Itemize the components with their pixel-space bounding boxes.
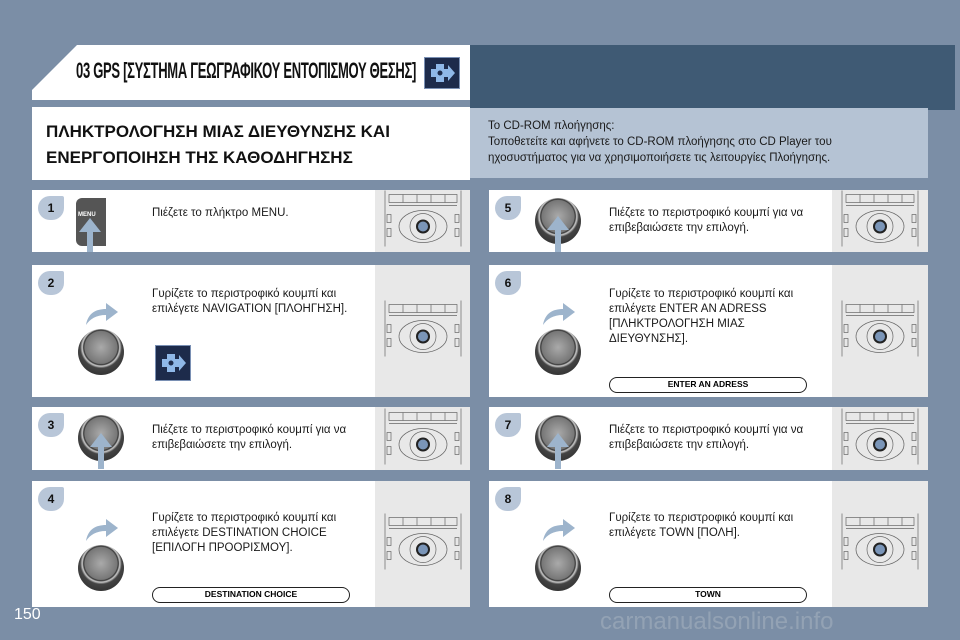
rotary-knob-icon [78,545,124,591]
step-instruction: Πιέζετε το πλήκτρο MENU. [152,207,289,219]
watermark: carmanualsonline.info [600,608,834,635]
turn-arrow-icon [84,515,120,543]
step-panel-1 [32,190,470,252]
control-panel-icon [383,408,463,469]
step-panel-7 [489,407,928,470]
step-instruction: Γυρίζετε το περιστροφικό κουμπί και επιλέγετε ENTER AN ADRESS [ΠΛΗΚΤΡΟΛΟΓΗΣΗ ΜΙΑΣ ΔΙΕΥΘΥΝΣΗΣ]. [609,288,794,345]
screen-menu-option: DESTINATION CHOICE [152,587,350,603]
rotary-knob-icon [535,329,581,375]
device-illustration [375,190,470,252]
step-number: 4 [38,487,64,511]
step-number: 8 [495,487,521,511]
press-arrow-icon [547,433,569,447]
device-illustration [832,265,928,397]
step-instruction: Γυρίζετε το περιστροφικό κουμπί και επιλέγετε TOWN [ΠΟΛΗ]. [609,512,794,539]
turn-arrow-icon [541,515,577,543]
menu-key-label: MENU [78,212,96,218]
section-title-line: ΠΛΗΚΤΡΟΛΟΓΗΣΗ ΜΙΑΣ ΔΙΕΥΘΥΝΣΗΣ ΚΑΙ [46,122,390,141]
press-arrow-stem [87,232,93,252]
header-band [470,45,955,110]
screen-menu-option: TOWN [609,587,807,603]
navigation-icon [155,345,191,381]
step-panel-4 [32,481,470,607]
step-number: 2 [38,271,64,295]
control-panel-icon [383,191,463,252]
step-panel-2 [32,265,470,397]
screen-menu-option: ENTER AN ADRESS [609,377,807,393]
step-panel-3 [32,407,470,470]
page-number: 150 [14,606,41,623]
page-title: 03 GPS [ΣΥΣΤΗΜΑ ΓΕΩΓΡΑΦΙΚΟΥ ΕΝΤΟΠΙΣΜΟΥ ΘΕΣΗΣ] [76,58,417,83]
step-instruction: Πιέζετε το περιστροφικό κουμπί για να επιβεβαιώσετε την επιλογή. [152,424,347,451]
control-panel-icon [840,514,920,575]
press-arrow-stem [555,447,561,469]
step-number: 6 [495,271,521,295]
step-number: 3 [38,413,64,437]
step-panel-5 [489,190,928,252]
turn-arrow-icon [541,299,577,327]
device-illustration [375,407,470,470]
device-illustration [832,481,928,607]
step-panel-6 [489,265,928,397]
device-illustration [832,190,928,252]
info-line: ηχοσυστήματος για να χρησιμοποιήσετε τις λειτουργίες Πλοήγησης. [488,152,831,164]
device-illustration [832,407,928,470]
control-panel-icon [840,408,920,469]
control-panel-icon [383,301,463,362]
section-title [46,119,390,171]
device-illustration [375,265,470,397]
control-panel-icon [840,301,920,362]
step-instruction: Γυρίζετε το περιστροφικό κουμπί και επιλέγετε DESTINATION CHOICE [ΕΠΙΛΟΓΗ ΠΡΟΟΡΙΣΜΟΥ]. [152,512,337,554]
control-panel-icon [840,191,920,252]
press-arrow-stem [98,447,104,469]
press-arrow-icon [79,218,101,232]
step-number: 5 [495,196,521,220]
step-instruction: Γυρίζετε το περιστροφικό κουμπί και επιλέγετε NAVIGATION [ΠΛΟΗΓΗΣΗ]. [152,288,348,315]
press-arrow-icon [90,433,112,447]
control-panel-icon [383,514,463,575]
info-line: Το CD-ROM πλοήγησης: [488,120,615,132]
info-line: Τοποθετείτε και αφήνετε το CD-ROM πλοήγησης στο CD Player του [488,136,832,148]
step-instruction: Πιέζετε το περιστροφικό κουμπί για να επιβεβαιώσετε την επιλογή. [609,424,804,451]
turn-arrow-icon [84,299,120,327]
press-arrow-icon [547,216,569,230]
step-number: 1 [38,196,64,220]
navigation-icon [424,57,460,89]
step-instruction: Πιέζετε το περιστροφικό κουμπί για να επιβεβαιώσετε την επιλογή. [609,207,804,234]
section-title-line: ΕΝΕΡΓΟΠΟΙΗΣΗ ΤΗΣ ΚΑΘΟΔΗΓΗΣΗΣ [46,148,353,167]
press-arrow-stem [555,230,561,252]
info-text [488,118,832,166]
device-illustration [375,481,470,607]
rotary-knob-icon [535,545,581,591]
step-panel-8 [489,481,928,607]
step-number: 7 [495,413,521,437]
rotary-knob-icon [78,329,124,375]
